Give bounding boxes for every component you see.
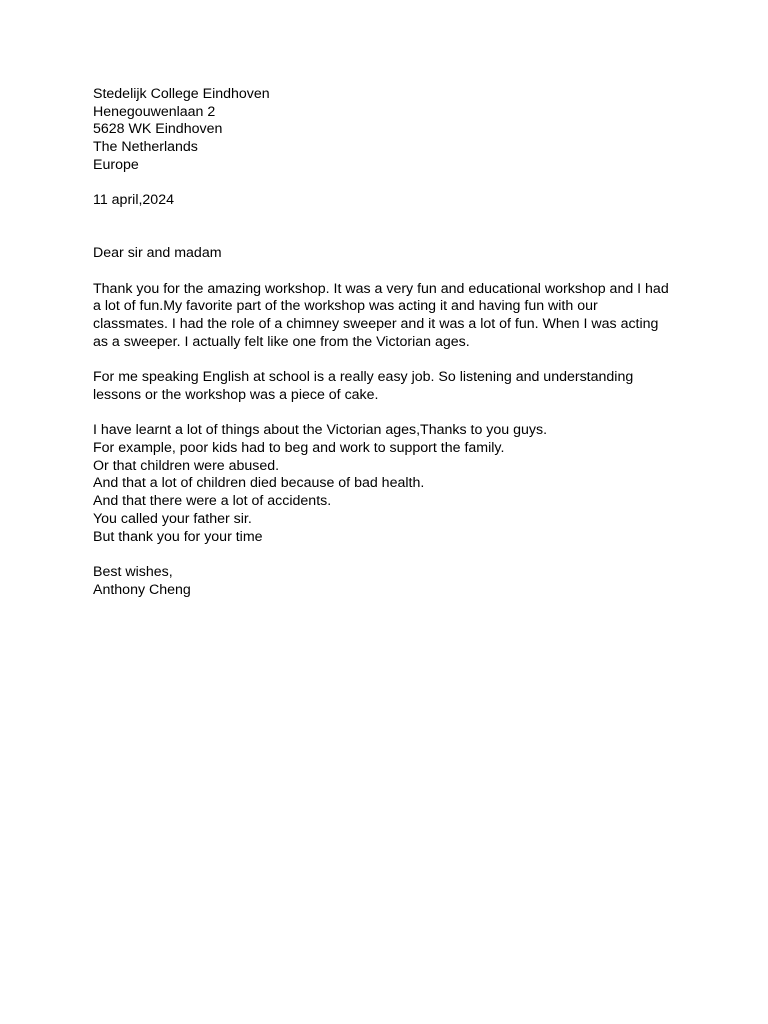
paragraph-line: I have learnt a lot of things about the Victorian ages,Thanks to you guys.: [93, 422, 548, 439]
closing: Best wishes,: [93, 563, 173, 580]
letter-date: 11 april,2024: [93, 192, 174, 209]
body-paragraph-1: [93, 281, 683, 352]
address-line-continent: Europe: [93, 156, 139, 173]
paragraph-line: a lot of fun.My favorite part of the workshop was acting it and having fun with our: [93, 298, 598, 315]
salutation: Dear sir and madam: [93, 245, 222, 262]
signature-name: Anthony Cheng: [93, 581, 191, 598]
address-line-street: Henegouwenlaan 2: [93, 103, 216, 120]
spacer: [93, 405, 683, 423]
spacer: [93, 546, 683, 564]
spacer: [93, 263, 683, 281]
paragraph-line: And that there were a lot of accidents.: [93, 493, 332, 510]
paragraph-line: Thank you for the amazing workshop. It was a very fun and educational workshop and I had: [93, 280, 669, 297]
address-line-country: The Netherlands: [93, 139, 198, 156]
paragraph-line: lessons or the workshop was a piece of cake.: [93, 386, 379, 403]
letter-page: [93, 86, 683, 599]
paragraph-line: And that a lot of children died because of bad health.: [93, 475, 425, 492]
address-line-postcode-city: 5628 WK Eindhoven: [93, 121, 223, 138]
body-paragraph-2: [93, 369, 683, 404]
paragraph-line: classmates. I had the role of a chimney sweeper and it was a lot of fun. When I was acting: [93, 316, 659, 333]
body-paragraph-3: [93, 422, 683, 546]
paragraph-line: But thank you for your time: [93, 528, 263, 545]
paragraph-line: Or that children were abused.: [93, 457, 280, 474]
paragraph-line: You called your father sir.: [93, 510, 252, 527]
spacer: [93, 175, 683, 193]
paragraph-line: For example, poor kids had to beg and work to support the family.: [93, 439, 505, 456]
paragraph-line: For me speaking English at school is a really easy job. So listening and understanding: [93, 369, 634, 386]
spacer: [93, 352, 683, 370]
address-line-school: Stedelijk College Eindhoven: [93, 86, 270, 102]
sender-address: [93, 86, 683, 175]
spacer: [93, 210, 683, 245]
paragraph-line: as a sweeper. I actually felt like one from the Victorian ages.: [93, 333, 470, 350]
